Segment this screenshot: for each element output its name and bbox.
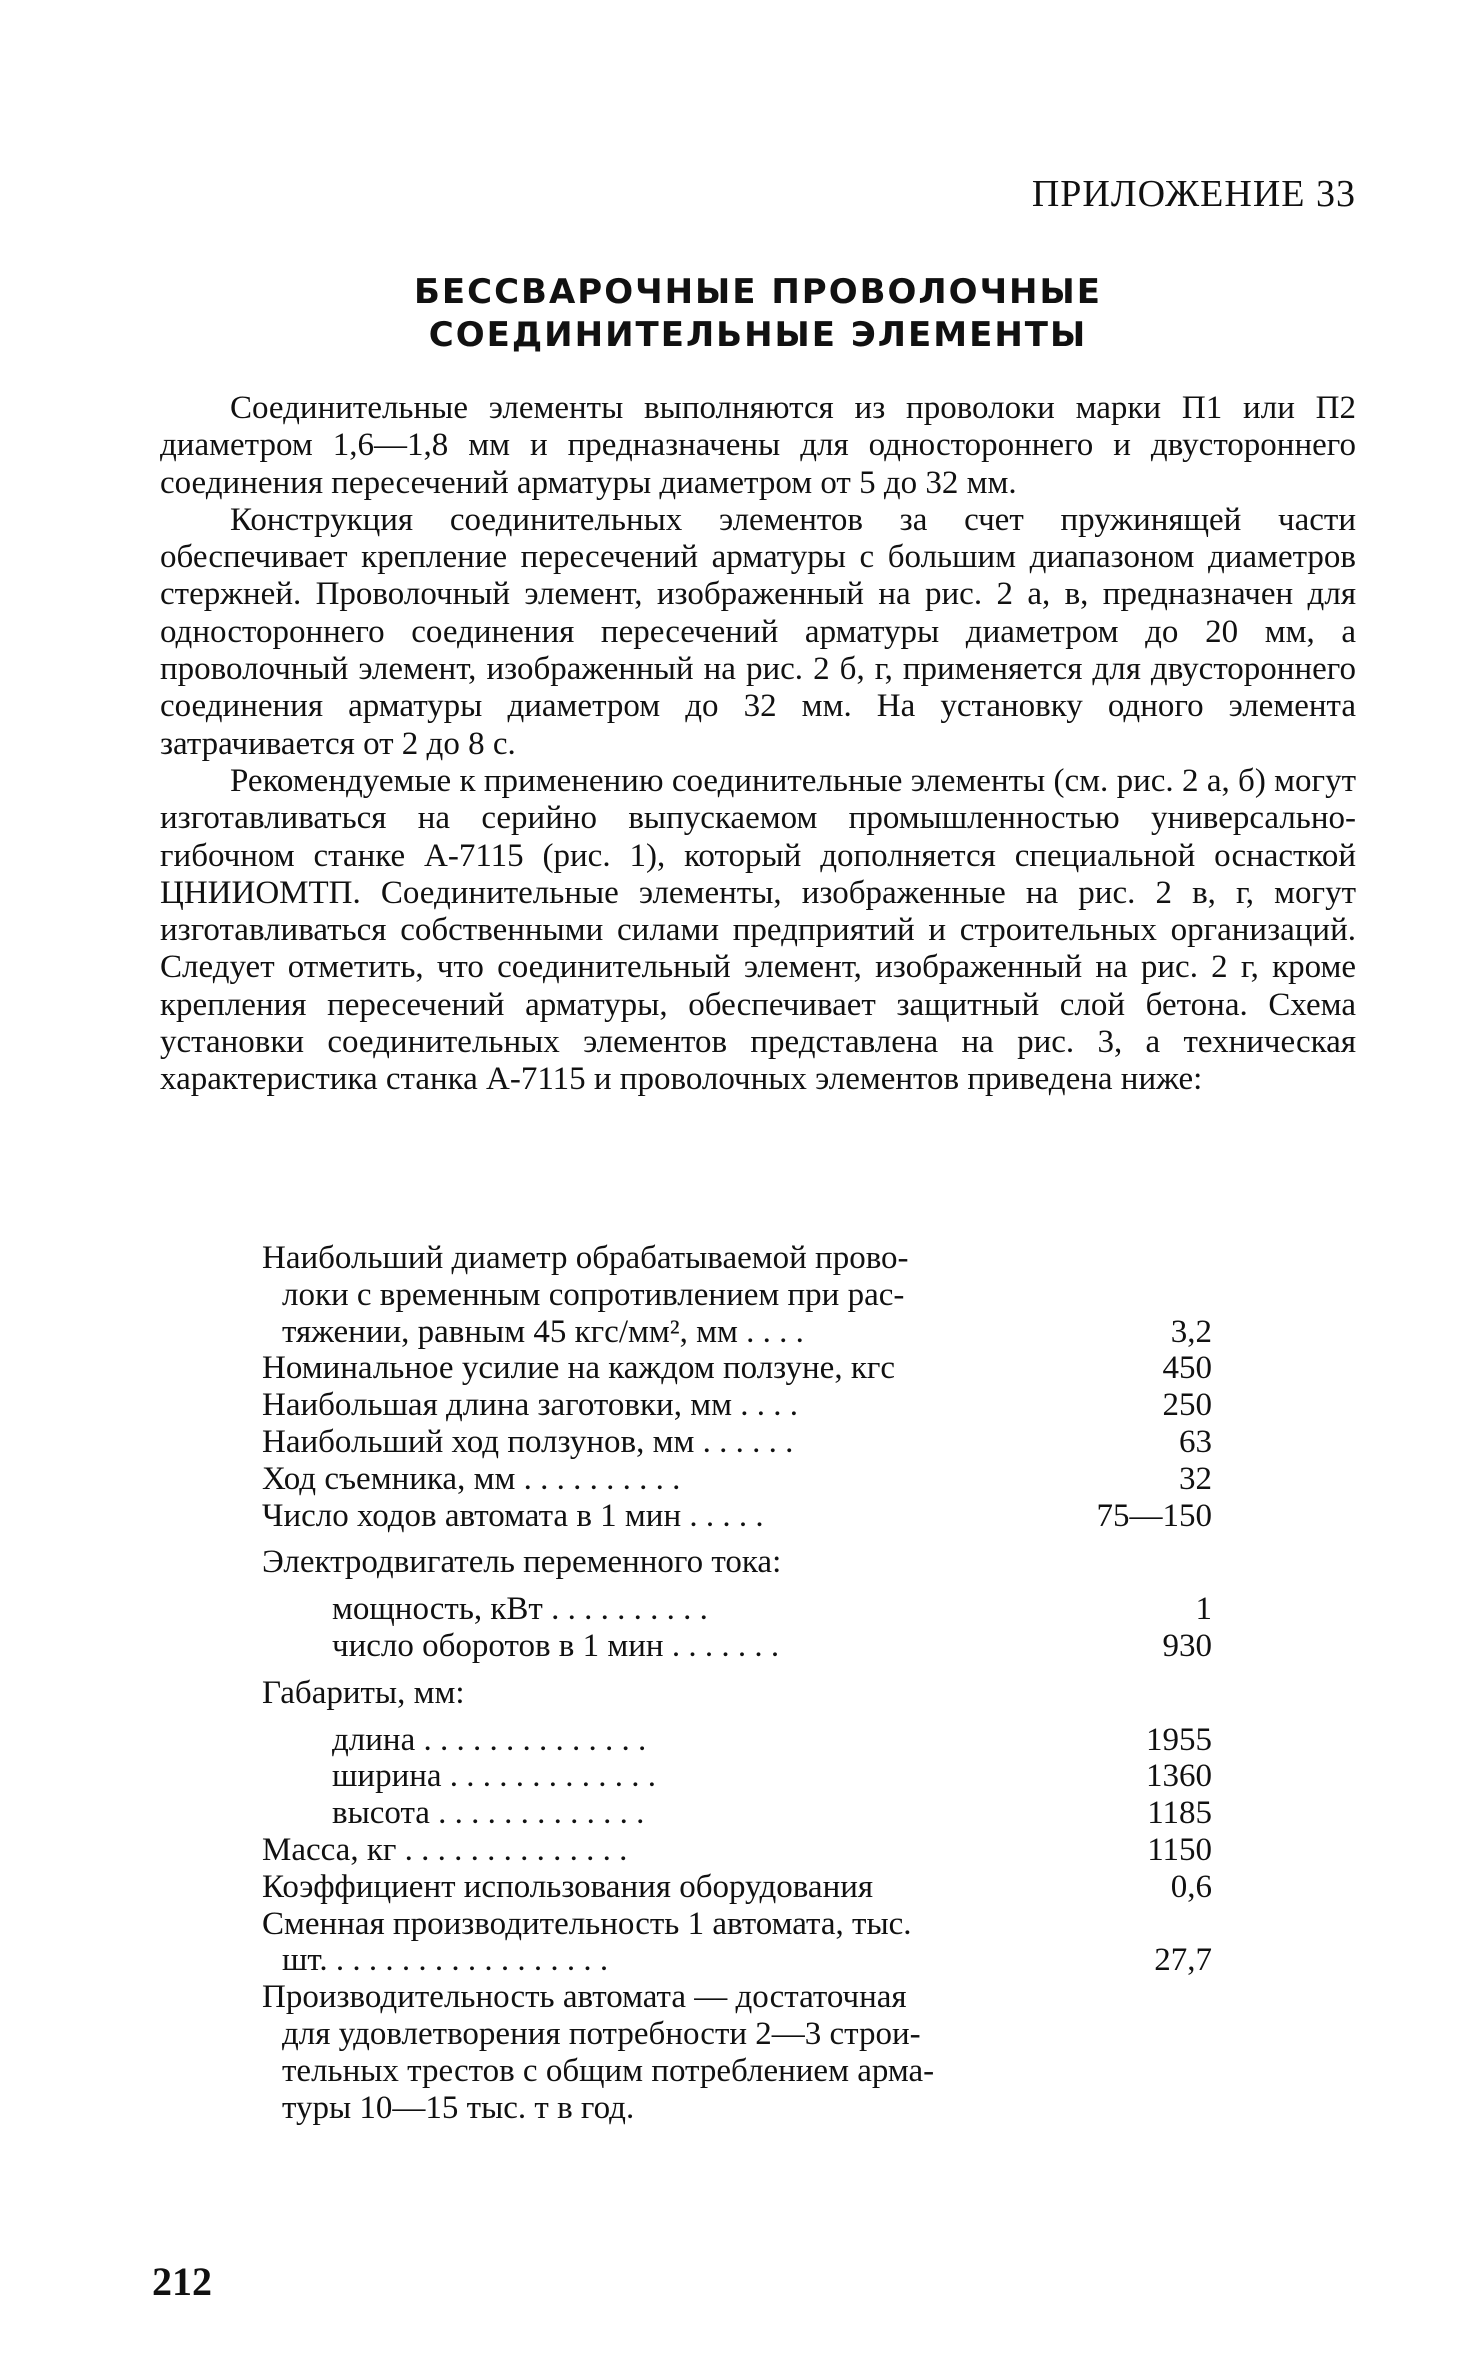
spec-row (262, 1498, 1262, 1535)
spec-row (262, 1350, 1262, 1387)
spec-group-header (262, 1544, 1262, 1581)
paragraph: Конструкция соединительных элементов за счет пружинящей части обеспечивает крепление пересечений арматуры с большим диапазоном диаметров стержней. Проволочный элемент, изображенный на рис. 2 а, в, предназначен для одностороннего соединения пересечений арматуры диаметром до 20 мм, а проволочный элемент, изображенный на рис. 2 б, г, применяется для двустороннего соединения арматуры диаметром до 32 мм. На установку одного элемента затрачивается от 2 до 8 с. (160, 501, 1356, 762)
spec-value: 32 (1179, 1460, 1212, 1497)
spec-label: Номинальное усилие на каждом ползуне, кгс (262, 1350, 896, 1387)
spec-note: для удовлетворения потребности 2—3 строи- (282, 2015, 921, 2052)
spec-value: 27,7 (1154, 1942, 1212, 1979)
spec-label: локи с временным сопротивлением при рас- (282, 1276, 905, 1313)
appendix-heading: ПРИЛОЖЕНИЕ 33 (1031, 173, 1356, 215)
spec-label: Число ходов автомата в 1 мин . . . . . (262, 1497, 764, 1534)
spec-row (262, 1869, 1262, 1906)
spec-note: тельных трестов с общим потреблением арма- (282, 2052, 935, 2089)
spec-label: мощность, кВт . . . . . . . . . . (332, 1591, 708, 1628)
spec-label: Наибольший диаметр обрабатываемой прово- (262, 1240, 909, 1276)
spec-label: Масса, кг . . . . . . . . . . . . . . (262, 1831, 628, 1868)
spec-value: 1150 (1147, 1831, 1212, 1868)
spec-value: 63 (1179, 1423, 1212, 1460)
spec-value: 1185 (1147, 1795, 1212, 1832)
spec-value: 450 (1162, 1350, 1212, 1387)
spec-row (262, 1722, 1262, 1759)
spec-value: 3,2 (1170, 1313, 1212, 1350)
spec-label: ширина . . . . . . . . . . . . . (332, 1758, 657, 1795)
spec-value: 1 (1195, 1591, 1212, 1628)
spec-value: 0,6 (1170, 1868, 1212, 1905)
spec-row (262, 1277, 1262, 1314)
spec-row (262, 1387, 1262, 1424)
spec-note: туры 10—15 тыс. т в год. (282, 2089, 635, 2126)
spec-row (262, 2053, 1262, 2090)
spec-value: 75—150 (1096, 1497, 1212, 1534)
spec-value: 250 (1162, 1387, 1212, 1424)
spec-label: Наибольшая длина заготовки, мм . . . . (262, 1387, 798, 1424)
spec-label: Коэффициент использования оборудования (262, 1868, 874, 1905)
paragraph: Соединительные элементы выполняются из проволоки марки П1 или П2 диаметром 1,6—1,8 мм и предназначены для одностороннего и двустороннего соединения пересечений арматуры диаметром от 5 до 32 мм. (160, 390, 1356, 501)
spec-label: число оборотов в 1 мин . . . . . . . (332, 1627, 780, 1664)
spec-row (262, 1942, 1262, 1979)
spec-label: тяжении, равным 45 кгс/мм², мм . . . . (282, 1313, 804, 1350)
paragraph: Рекомендуемые к применению соединительные элементы (см. рис. 2 а, б) могут изготавливаться на серийно выпускаемом промышленностью универсально-гибочном станке А-7115 (рис. 1), который дополняется специальной оснасткой ЦНИИОМТП. Соединительные элементы, изображенные на рис. 2 в, г, могут изготавливаться собственными силами предприятий и строительных организаций. Следует отметить, что соединительный элемент, изображенный на рис. 2 г, кроме крепления пересечений арматуры, обеспечивает защитный слой бетона. Схема установки соединительных элементов представлена на рис. 3, а техническая характеристика станка А-7115 и проволочных элементов приведена ниже: (160, 762, 1356, 1098)
spec-row (262, 2016, 1262, 2053)
spec-label: шт. . . . . . . . . . . . . . . . . . (282, 1942, 609, 1979)
spec-row (262, 1906, 1262, 1943)
spec-row (262, 1314, 1262, 1351)
body-text (160, 390, 1356, 1099)
spec-label: Сменная производительность 1 автомата, тыс. (262, 1905, 912, 1942)
spec-row (262, 1758, 1262, 1795)
spec-label: Ход съемника, мм . . . . . . . . . . (262, 1460, 681, 1497)
motor-header: Электродвигатель переменного тока: (262, 1544, 782, 1581)
spec-list (262, 1240, 1262, 2126)
spec-row (262, 1424, 1262, 1461)
spec-row (262, 1795, 1262, 1832)
spec-row (262, 1461, 1262, 1498)
spec-value: 1360 (1146, 1758, 1212, 1795)
spec-row (262, 1628, 1262, 1665)
spec-row (262, 1832, 1262, 1869)
spec-label: высота . . . . . . . . . . . . . (332, 1795, 645, 1832)
page-title-line-1: БЕССВАРОЧНЫЕ ПРОВОЛОЧНЫЕ (414, 272, 1102, 312)
spec-value: 930 (1162, 1627, 1212, 1664)
spec-row (262, 1240, 1262, 1277)
page-number: 212 (152, 2259, 212, 2304)
spec-label: Наибольший ход ползунов, мм . . . . . . (262, 1423, 794, 1460)
dims-header: Габариты, мм: (262, 1674, 465, 1711)
spec-row (262, 2090, 1262, 2127)
spec-note: Производительность автомата — достаточная (262, 1979, 907, 2016)
spec-group-header (262, 1675, 1262, 1712)
spec-label: длина . . . . . . . . . . . . . . (332, 1721, 647, 1758)
page-title-line-2: СОЕДИНИТЕЛЬНЫЕ ЭЛЕМЕНТЫ (428, 315, 1088, 355)
spec-row (262, 1591, 1262, 1628)
spec-row (262, 1979, 1262, 2016)
spec-value: 1955 (1146, 1721, 1212, 1758)
